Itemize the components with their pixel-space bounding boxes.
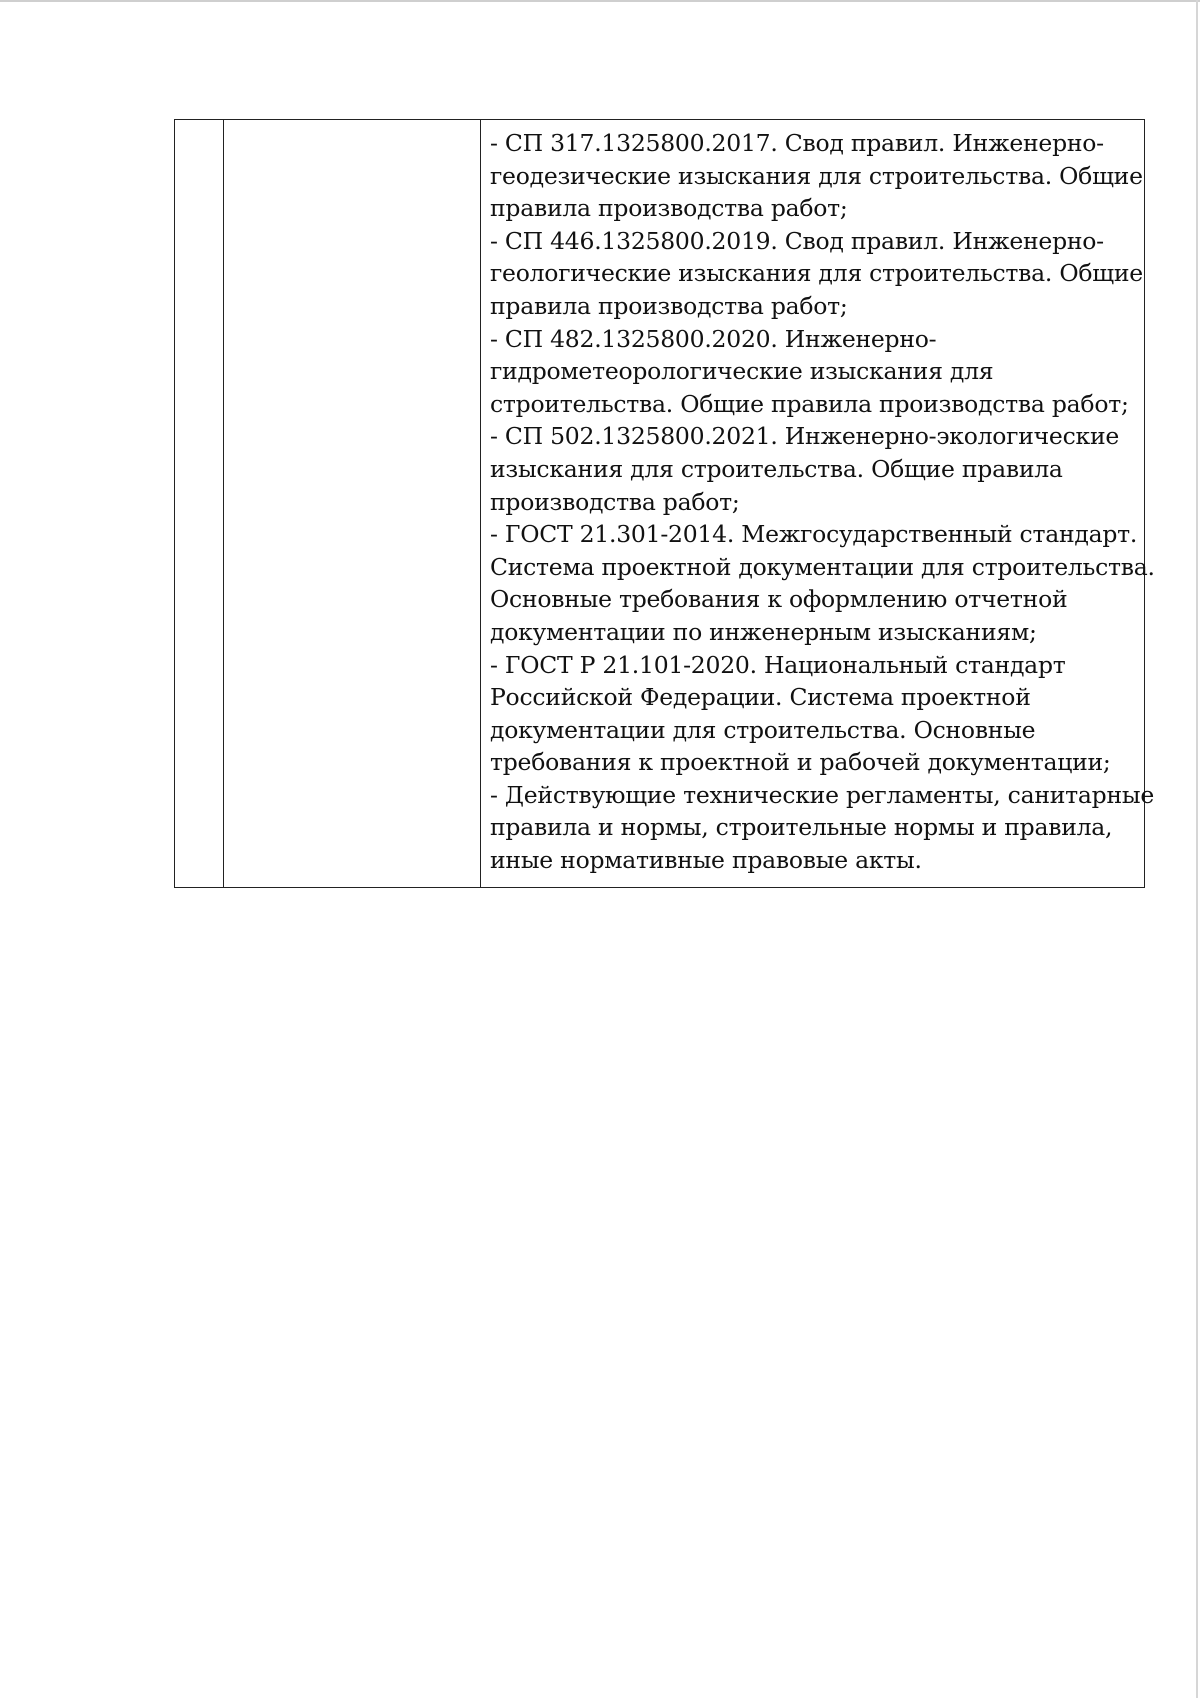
- requirements-table: [174, 119, 1155, 888]
- requirement-text-line: геодезические изыскания для строительства. Общие: [490, 161, 1143, 190]
- requirement-text-line: - СП 482.1325800.2020. Инженерно-: [490, 324, 937, 353]
- requirement-text-line: документации по инженерным изысканиям;: [490, 617, 1037, 646]
- requirement-text-line: - ГОСТ Р 21.101-2020. Национальный стандарт: [490, 650, 1066, 679]
- table-cell-number: [175, 120, 223, 887]
- requirement-text-line: правила производства работ;: [490, 291, 848, 320]
- requirement-text-line: гидрометеорологические изыскания для: [490, 357, 994, 386]
- requirement-text-line: - СП 317.1325800.2017. Свод правил. Инженерно-: [490, 129, 1104, 157]
- requirement-text-line: - Действующие технические регламенты, санитарные: [490, 780, 1154, 809]
- table-column-divider: [480, 120, 481, 887]
- requirement-text-line: изыскания для строительства. Общие правила: [490, 454, 1063, 483]
- table-cell-requirements: [482, 120, 1155, 887]
- requirement-text-line: - СП 446.1325800.2019. Свод правил. Инженерно-: [490, 226, 1104, 255]
- requirement-text-line: Основные требования к оформлению отчетной: [490, 585, 1068, 614]
- scan-top-edge: [0, 0, 1200, 2]
- requirement-text-line: строительства. Общие правила производства работ;: [490, 389, 1129, 418]
- requirement-text-line: правила производства работ;: [490, 194, 848, 223]
- requirement-text-line: - ГОСТ 21.301-2014. Межгосударственный стандарт.: [490, 520, 1138, 549]
- requirement-text-line: правила и нормы, строительные нормы и правила,: [490, 813, 1113, 842]
- requirement-text-line: геологические изыскания для строительства. Общие: [490, 259, 1143, 288]
- requirement-text-line: производства работ;: [490, 487, 740, 516]
- table-cell-name: [224, 120, 480, 887]
- requirement-text-line: документации для строительства. Основные: [490, 715, 1036, 744]
- scan-right-edge: [1196, 0, 1198, 1698]
- requirement-text-line: иные нормативные правовые акты.: [490, 846, 922, 875]
- requirement-text-line: - СП 502.1325800.2021. Инженерно-экологические: [490, 422, 1120, 451]
- requirement-text-line: требования к проектной и рабочей документации;: [490, 748, 1111, 777]
- requirement-text-line: Российской Федерации. Система проектной: [490, 683, 1031, 712]
- requirement-text-line: Система проектной документации для строительства.: [490, 552, 1155, 581]
